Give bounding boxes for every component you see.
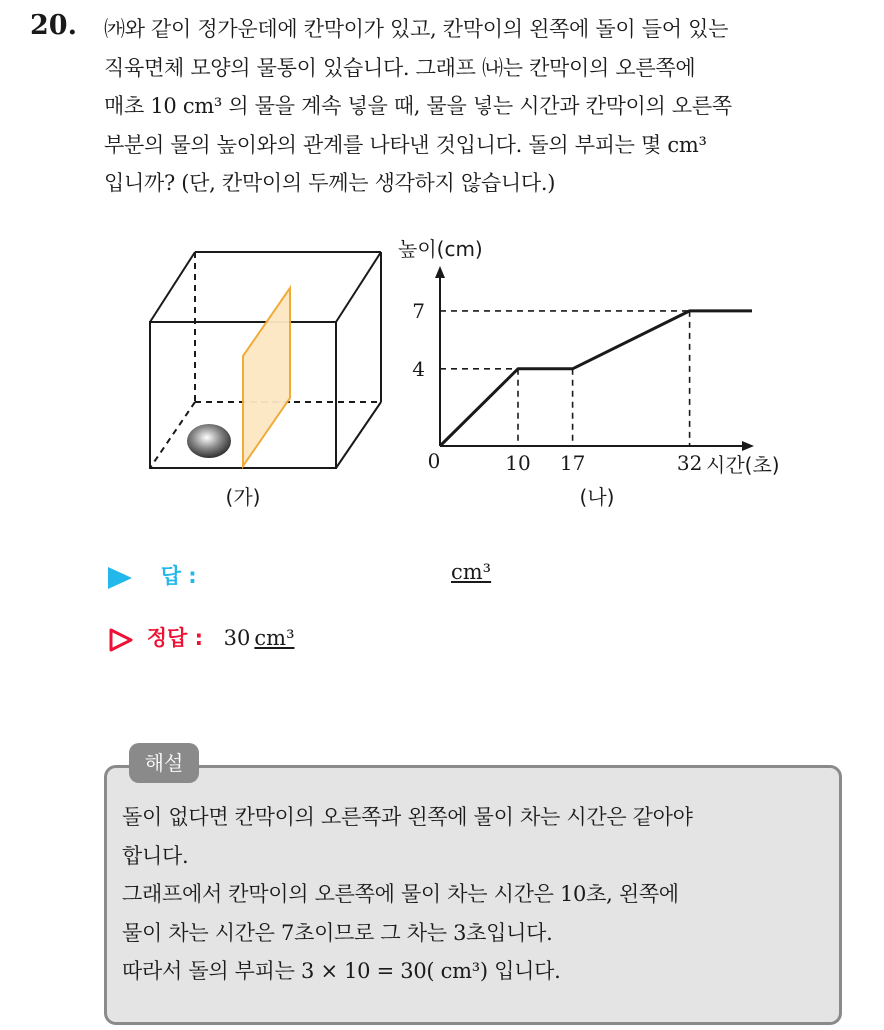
figure-area xyxy=(0,220,884,520)
tank-edge xyxy=(150,252,195,322)
solution-tag: 해설 xyxy=(129,743,199,783)
solution-line: 물이 차는 시간은 7초이므로 그 차는 3초입니다. xyxy=(122,920,553,945)
figure-a-caption: (가) xyxy=(225,485,261,509)
y-tick-label: 7 xyxy=(412,298,425,323)
guide-lines xyxy=(440,311,690,446)
play-arrow-icon xyxy=(108,567,132,589)
x-tick-label: 17 xyxy=(559,451,586,475)
correct-answer-row xyxy=(108,622,294,653)
tank-edge xyxy=(336,252,381,322)
question-line: 부분의 물의 높이와의 관계를 나타낸 것입니다. 돌의 부피는 몇 cm³ xyxy=(104,132,707,157)
figure-b-graph xyxy=(398,237,780,509)
tank-edge xyxy=(336,402,381,468)
origin-label: 0 xyxy=(427,449,441,473)
question-line: ㈎와 같이 정가운데에 칸막이가 있고, 칸막이의 왼쪽에 돌이 들어 있는 xyxy=(104,17,729,41)
question-text xyxy=(104,10,866,203)
correct-unit: cm³ xyxy=(254,626,295,650)
solution-text xyxy=(122,798,832,991)
solution-line: 그래프에서 칸막이의 오른쪽에 물이 차는 시간은 10초, 왼쪽에 xyxy=(122,882,679,906)
answer-label: 답 : xyxy=(160,564,197,588)
x-axis-label: 시간(초) xyxy=(706,453,780,477)
outline-arrow-icon xyxy=(108,627,134,653)
x-tick-label: 32 xyxy=(676,451,703,475)
stone-icon xyxy=(187,424,231,458)
question-line: 직육면체 모양의 물통이 있습니다. 그래프 ㈏는 칸막이의 오른쪽에 xyxy=(104,55,696,80)
y-axis-arrow-icon xyxy=(435,266,445,278)
x-tick-label: 10 xyxy=(505,451,531,475)
question-line: 입니까? (단, 칸막이의 두께는 생각하지 않습니다.) xyxy=(104,171,556,195)
x-axis-arrow-icon xyxy=(742,441,754,451)
correct-value: 30 xyxy=(223,626,251,650)
solution-line: 합니다. xyxy=(122,843,189,868)
partition xyxy=(243,288,290,466)
y-tick-label: 4 xyxy=(412,356,425,381)
solution-line: 돌이 없다면 칸막이의 오른쪽과 왼쪽에 물이 차는 시간은 같아야 xyxy=(122,805,693,829)
question-number: 20. xyxy=(30,10,77,41)
y-axis-label: 높이(cm) xyxy=(398,237,483,261)
correct-label: 정답 : xyxy=(146,626,203,650)
question-line: 매초 10 cm³ 의 물을 계속 넣을 때, 물을 넣는 시간과 칸막이의 오른쪽 xyxy=(104,94,732,118)
figure-b-caption: (나) xyxy=(579,485,615,509)
answer-unit: cm³ xyxy=(451,560,492,584)
data-line xyxy=(440,311,752,446)
solution-line: 따라서 돌의 부피는 3 × 10 = 30( cm³) 입니다. xyxy=(122,959,561,983)
answer-row xyxy=(108,560,492,590)
